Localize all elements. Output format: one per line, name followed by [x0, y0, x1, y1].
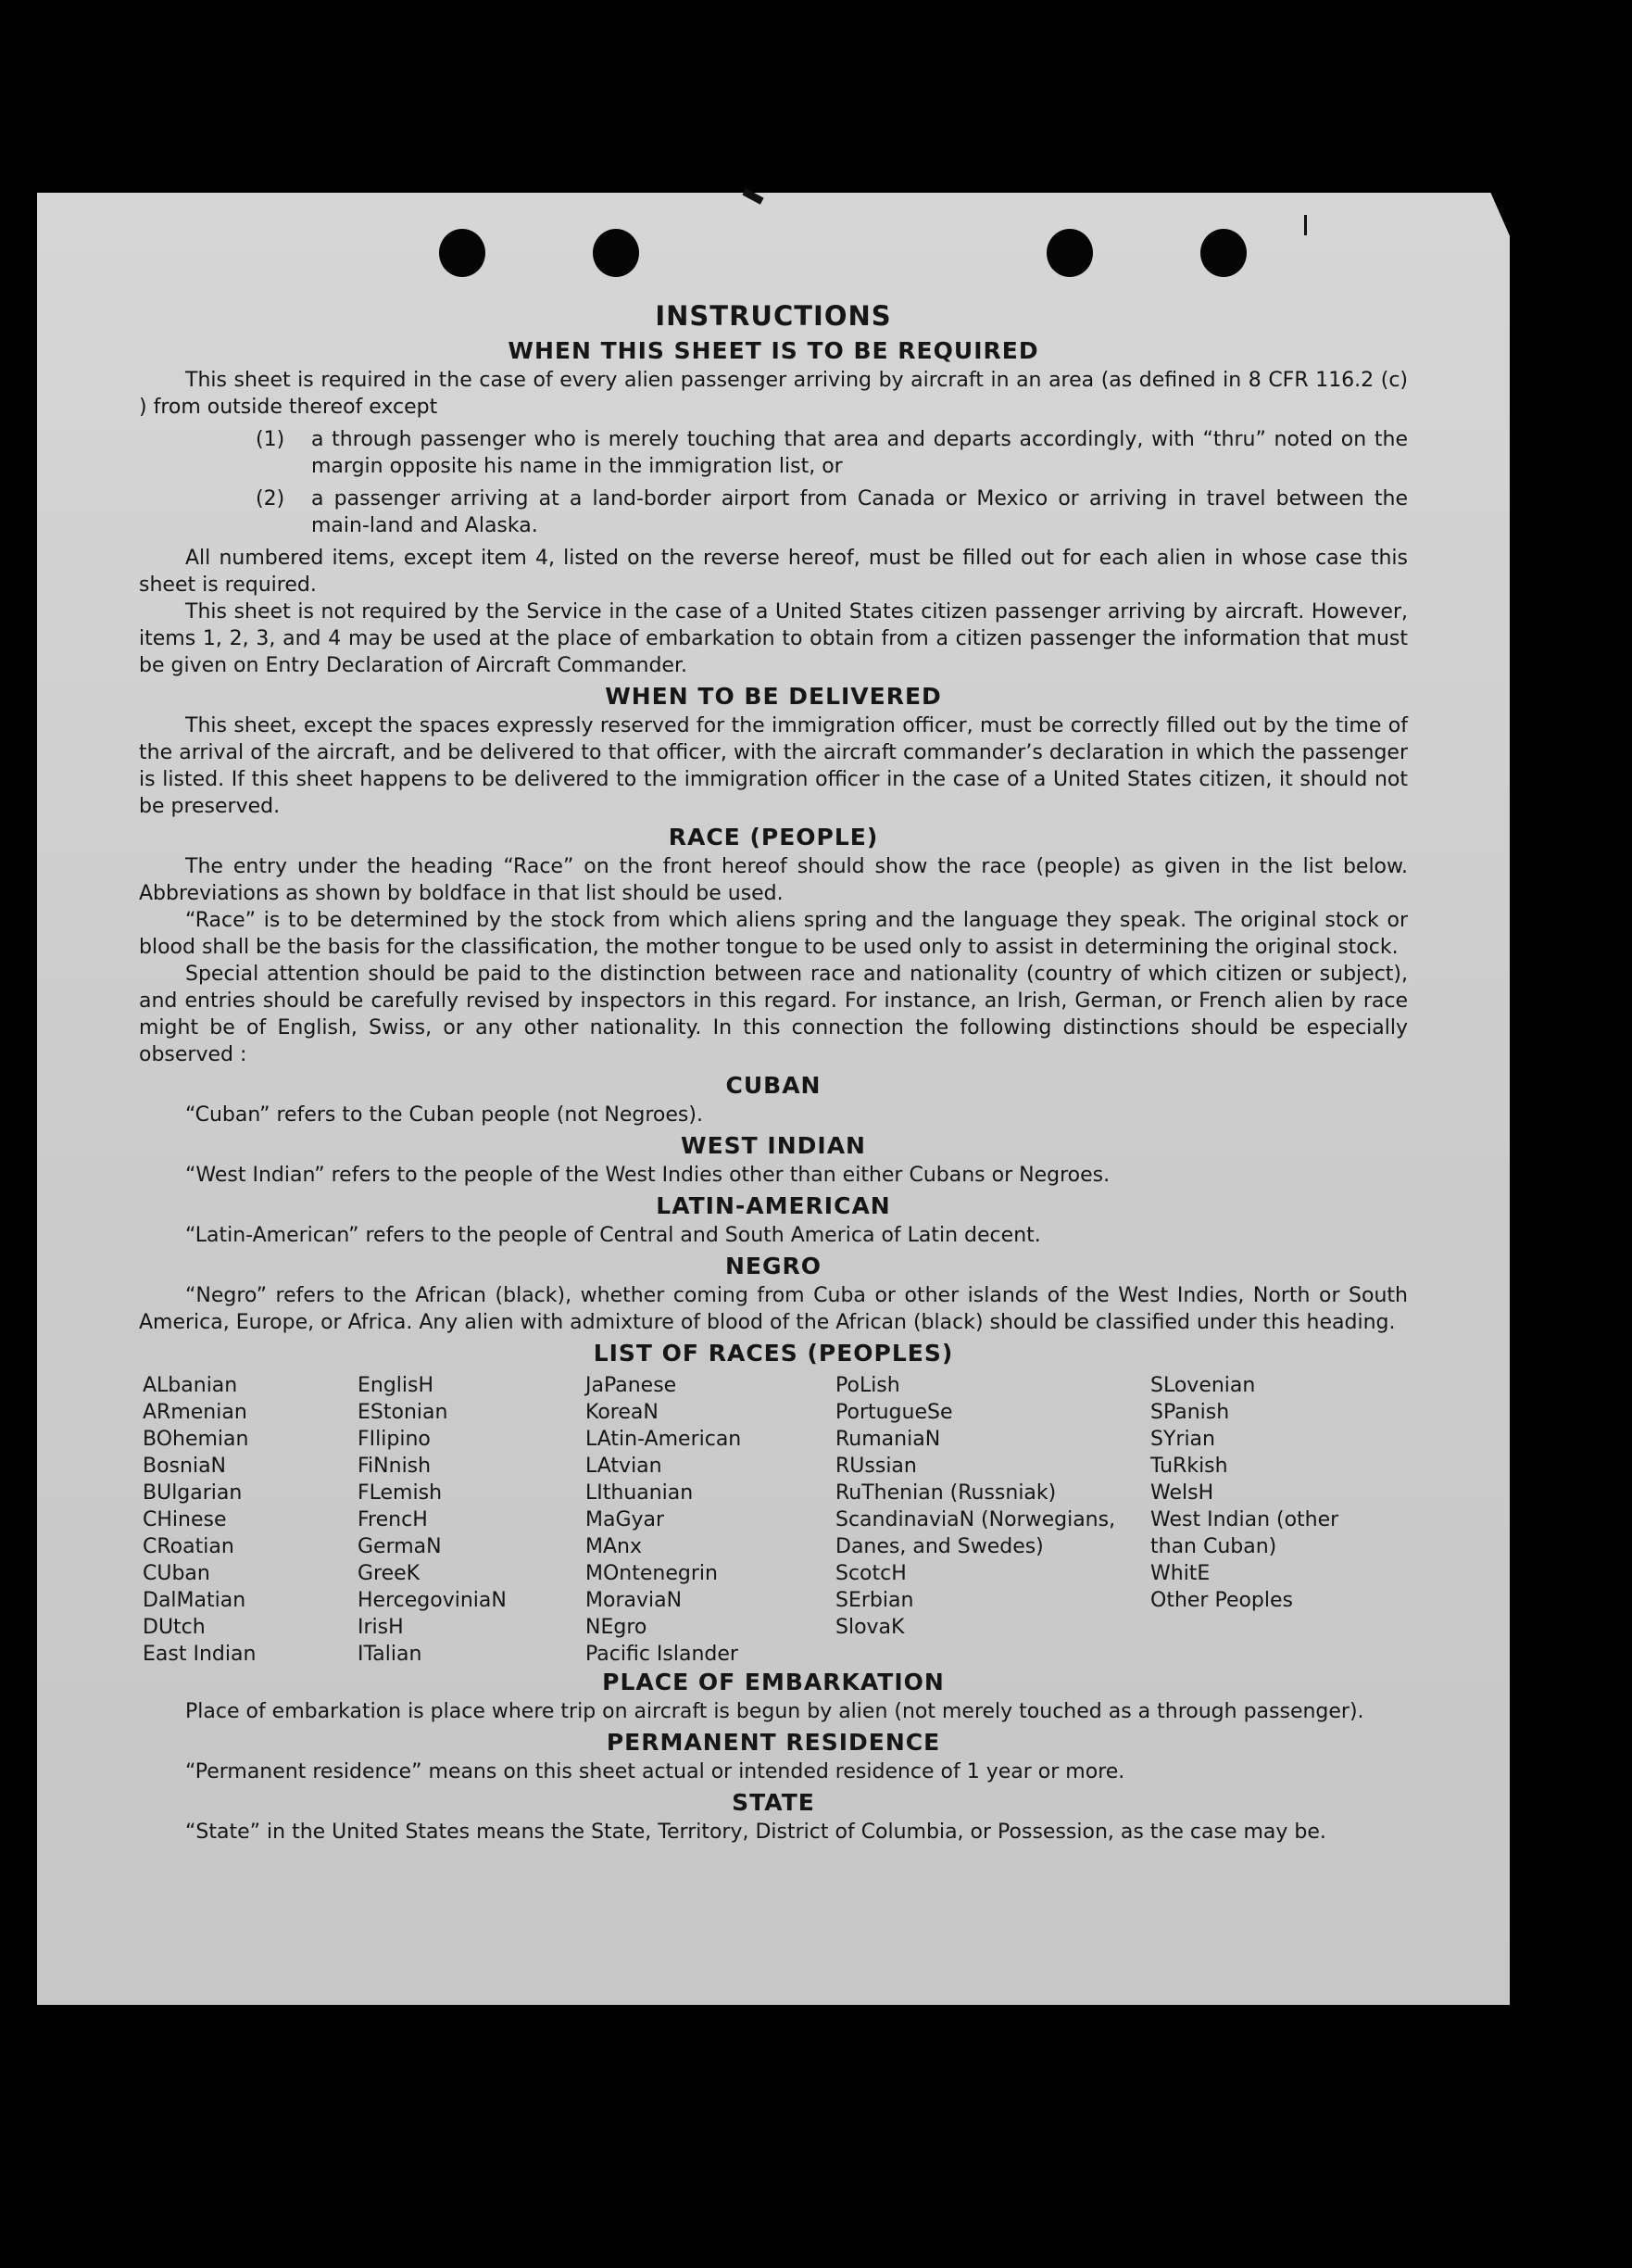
race-entry: HercegoviniaN	[358, 1589, 507, 1612]
paragraph: “State” in the United States means the State, Territory, District of Columbia, or Possession, as the case may be.	[185, 1821, 1326, 1844]
punch-hole	[439, 229, 485, 277]
race-entry: West Indian (other than Cuban)	[1150, 1508, 1339, 1558]
page-title: INSTRUCTIONS	[655, 300, 892, 332]
item-number: (2)	[256, 487, 285, 510]
race-entry: ALbanian	[143, 1374, 238, 1397]
race-entry: ScandinaviaN (Norwegians, Danes, and Swedes)	[835, 1508, 1116, 1558]
race-entry: East Indian	[143, 1643, 257, 1666]
paragraph: “Race” is to be determined by the stock from which aliens spring and the language they speak. The original stock or blood shall be the basis for the classification, the mother tongue to be used only to assist in determining the original stock.	[139, 909, 1408, 959]
paragraph: “Cuban” refers to the Cuban people (not Negroes).	[185, 1103, 703, 1127]
race-entry: SYrian	[1150, 1428, 1215, 1451]
paragraph: “Latin-American” refers to the people of Central and South America of Latin decent.	[185, 1224, 1041, 1247]
race-entry: CHinese	[143, 1508, 227, 1531]
paragraph: This sheet is required in the case of every alien passenger arriving by aircraft in an area (as defined in 8 CFR 116.2 (c) ) from outside thereof except	[139, 369, 1408, 419]
paragraph: Place of embarkation is place where trip on aircraft is begun by alien (not merely touched as a through passenger).	[185, 1700, 1364, 1723]
race-entry: LAtvian	[585, 1455, 662, 1478]
races-column	[835, 1372, 1141, 1641]
paragraph: “Permanent residence” means on this sheet actual or intended residence of 1 year or more.	[185, 1760, 1125, 1783]
race-entry: WelsH	[1150, 1481, 1214, 1505]
paragraph: “West Indian” refers to the people of the West Indies other than either Cubans or Negroes.	[185, 1164, 1111, 1187]
instructions-content	[139, 298, 1408, 1846]
race-entry: DUtch	[143, 1616, 206, 1639]
race-entry: BUlgarian	[143, 1481, 243, 1505]
race-entry: SLovenian	[1150, 1374, 1256, 1397]
races-column	[1150, 1372, 1391, 1614]
section-heading: STATE	[732, 1789, 815, 1816]
race-entry: RumaniaN	[835, 1428, 941, 1451]
races-column	[585, 1372, 741, 1668]
section-heading: LIST OF RACES (PEOPLES)	[593, 1340, 954, 1367]
race-entry: ScotcH	[835, 1562, 907, 1585]
section-heading: CUBAN	[725, 1072, 822, 1099]
race-entry: RuThenian (Russniak)	[835, 1481, 1057, 1505]
race-entry: MaGyar	[585, 1508, 665, 1531]
paragraph: Special attention should be paid to the distinction between race and nationality (country of which citizen or subject), and entries should be carefully revised by inspectors in this regard. For instance, an Irish, German, or French alien by race might be of English, Swiss, or any other nationality. In this connection the following distinctions should be especially observed :	[139, 963, 1408, 1066]
race-entry: SPanish	[1150, 1401, 1230, 1424]
race-entry: KoreaN	[585, 1401, 659, 1424]
race-entry: MOntenegrin	[585, 1562, 718, 1585]
section-heading: WHEN TO BE DELIVERED	[605, 683, 942, 710]
race-entry: LAtin-American	[585, 1428, 742, 1451]
section-heading: LATIN-AMERICAN	[656, 1192, 891, 1219]
race-entry: FiNnish	[358, 1455, 432, 1478]
section-heading: PLACE OF EMBARKATION	[602, 1669, 945, 1695]
race-entry: CRoatian	[143, 1535, 234, 1558]
race-entry: FLemish	[358, 1481, 443, 1505]
section-heading: WEST INDIAN	[681, 1132, 866, 1159]
list-item	[256, 426, 1408, 480]
race-entry: WhitE	[1150, 1562, 1211, 1585]
ink-mark	[1304, 215, 1307, 235]
race-entry: BosniaN	[143, 1455, 227, 1478]
punch-hole	[593, 229, 639, 277]
list-item	[256, 485, 1408, 539]
item-number: (1)	[256, 428, 285, 451]
race-entry: BOhemian	[143, 1428, 249, 1451]
punch-hole	[1200, 229, 1247, 277]
section-heading: RACE (PEOPLE)	[668, 824, 879, 850]
race-entry: GermaN	[358, 1535, 442, 1558]
race-entry: GreeK	[358, 1562, 421, 1585]
race-entry: PoLish	[835, 1374, 900, 1397]
race-entry: FrencH	[358, 1508, 428, 1531]
paragraph: The entry under the heading “Race” on the front hereof should show the race (people) as given in the list below. Abbreviations as shown by boldface in that list should be used.	[139, 855, 1408, 905]
race-entry: SlovaK	[835, 1616, 905, 1639]
race-entry: TuRkish	[1150, 1455, 1228, 1478]
race-entry: EnglisH	[358, 1374, 434, 1397]
race-entry: ITalian	[358, 1643, 422, 1666]
section-heading: WHEN THIS SHEET IS TO BE REQUIRED	[508, 337, 1039, 364]
races-column	[358, 1372, 507, 1668]
race-entry: MAnx	[585, 1535, 642, 1558]
section-heading: PERMANENT RESIDENCE	[606, 1729, 941, 1756]
folded-corner	[1490, 192, 1511, 238]
race-entry: CUban	[143, 1562, 210, 1585]
race-entry: RUssian	[835, 1455, 917, 1478]
race-entry: SErbian	[835, 1589, 914, 1612]
race-entry: FIlipino	[358, 1428, 431, 1451]
race-entry: LIthuanian	[585, 1481, 694, 1505]
section-heading: NEGRO	[724, 1253, 822, 1279]
paragraph: All numbered items, except item 4, listed on the reverse hereof, must be filled out for each alien in whose case this sheet is required.	[139, 547, 1408, 597]
race-entry: Other Peoples	[1150, 1589, 1294, 1612]
race-entry: NEgro	[585, 1616, 647, 1639]
races-column	[143, 1372, 256, 1668]
race-entry: MoraviaN	[585, 1589, 683, 1612]
races-list	[139, 1372, 1408, 1665]
paragraph: This sheet, except the spaces expressly reserved for the immigration officer, must be correctly filled out by the time of the arrival of the aircraft, and be delivered to that officer, with the aircraft commander’s declaration in which the passenger is listed. If this sheet happens to be delivered to the immigration officer in the case of a United States citizen, it should not be preserved.	[139, 714, 1408, 818]
race-entry: EStonian	[358, 1401, 448, 1424]
race-entry: JaPanese	[585, 1374, 677, 1397]
race-entry: PortugueSe	[835, 1401, 953, 1424]
paragraph: This sheet is not required by the Service in the case of a United States citizen passenger arriving by aircraft. However, items 1, 2, 3, and 4 may be used at the place of embarkation to obtain from a citizen passenger the information that must be given on Entry Declaration of Aircraft Commander.	[139, 600, 1408, 677]
race-entry: DalMatian	[143, 1589, 246, 1612]
item-text: a through passenger who is merely touching that area and departs accordingly, with “thru” noted on the margin opposite his name in the immigration list, or	[311, 428, 1408, 478]
race-entry: IrisH	[358, 1616, 404, 1639]
paragraph: “Negro” refers to the African (black), whether coming from Cuba or other islands of the West Indies, North or South America, Europe, or Africa. Any alien with admixture of blood of the African (black) should be classified under this heading.	[139, 1284, 1408, 1334]
race-entry: ARmenian	[143, 1401, 247, 1424]
punch-hole	[1047, 229, 1093, 277]
item-text: a passenger arriving at a land-border airport from Canada or Mexico or arriving in travel between the main-land and Alaska.	[311, 487, 1408, 537]
race-entry: Pacific Islander	[585, 1643, 738, 1666]
